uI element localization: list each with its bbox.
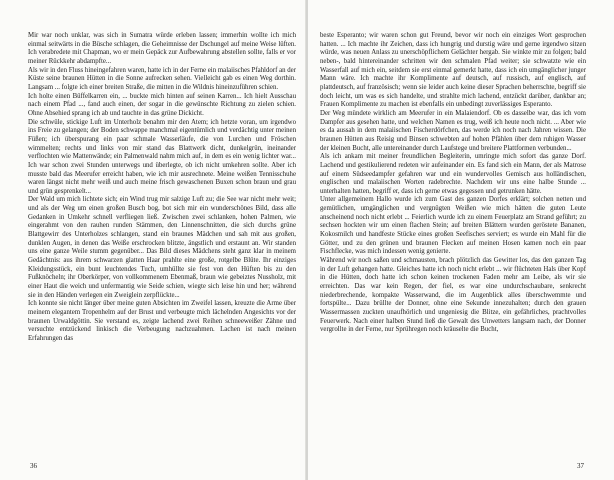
page-number: 36	[30, 462, 37, 470]
left-page	[0, 0, 306, 480]
paragraph: Mir war noch unklar, was sich in Sumatra würde erleben lassen; immerhin wollte ich mich einmal seitwärts in die Büsche schlagen, die Geheimnisse der Dschungel auf meine Weise lüften. Ich verabredete mit Chapman, wo er mein Gepäck zur Aufbewahrung abstellen sollte, falls er vor meiner Rückkehr abdampfte...	[28, 32, 296, 65]
paragraph: Der Wald um mich lichtete sich; ein Wind trug mir salzige Luft zu; die See war nicht mehr weit; und als der Weg um einen großen Busch bog, bot sich mir ein wunderschönes Bild, dass alle Gedanken in Umkehr schnell verfliegen ließ. Zwischen zwei schlanken, hohen Palmen, wie eingerahmt von den rauhen runden Stämmen, den Linnenschnitten, die sich durchs grüne Blattgewirr des Unterholzes schlangen, stand ein braunes Mädchen und sah mit aus großen, dunklen Augen, in denen das Weiße erschrocken blitzte, ängstlich und erstaunt an. Wir standen uns eine ganze Weile stumm gegenüber... Das Bild dieses Mädchens steht ganz klar in meinem Gedächtnis: aus ihrem schwarzen glatten Haar prahlte eine große, rotgelbe Blüte. Ihr einziges Kleidungsstück, ein bunt leuchtendes Tuch, umhüllte sie fest von den Hüften bis zu den Fußknöcheln; ihr Oberkörper, von vollkommenem Ebenmaß, braun wie gebeiztes Nussholz, mit einer Haut die weich und unfermantig wie Seide schien, wiegte sich leise hin und her; während sie in den Händen verlegen ein Zweiglein zerpflückte...	[28, 196, 296, 299]
page-number: 37	[577, 462, 584, 470]
paragraph: Während wir noch saßen und schmausten, brach plötzlich das Gewitter los, das den ganzen Tag in der Luft gehangen hatte. Gleiches hatte ich noch nicht erlebt ... wir flüchteten Hals über Kopf in die Hütten, doch hatte ich schon keinen trockenen Faden mehr am Leibe, als wir sie erreichten. Das war kein Regen, der fiel, es war eine undurchschaubare, senkrecht niederbrechende, kompakte Wasserwand, die im Augenblick alles überschwemmte und fortspülte... Dazu brüllte der Donner, ohne eine Sekunde innezuhalten; durch den grauen Wassermassen zuckten unaufhörlich und ungeniesig die Blitze, ein gefährliches, prachtvolles Feuerwerk. Nach einer halben Stund ließ die Gewalt des Unwetters langsam nach, der Donner vergrollte in der Ferne, nur Sprühregen noch kräuselte die Bucht,	[320, 257, 586, 334]
paragraph: Die schwüle, stickige Luft im Unterholz benahm mir den Atem; ich hetzte voran, um irgendwo ins Freie zu gelangen; der Boden schwappe manchmal eigentümlich und verdächtig unter meinen Füßen; ich überspurang ein paar schmale Wasserläufe, die von Lurchen und Fröschen wimmelten; rechts und links von mir stand das Blattwerk dicht, dunkelgrün, ineinander verflochten wie Mattenwände; ein Palmenwald nahm mich auf, in dem es ein wenig lichter war... Ich war schon zwei Stunden unterwegs und überlegte, ob ich nicht umkehren sollte. Aber ich musste bald das Meerufer erreicht haben, wie ich mir ausrechnete. Meine weißen Tennisschuhe waren längst nicht mehr weiß und auch meine frisch gewaschenen Buxen schon braun und grau und grün gesprenkelt...	[28, 118, 296, 195]
left-page-text	[28, 32, 296, 344]
paragraph: Als ich ankam mit meiner freundlichen Begleiterin, umringte mich sofort das ganze Dorf. Lachend und gestikulierend redeten wir aufeinander ein. Es fand sich ein Mann, der als Matrose auf einem Südseedampfer gefahren war und ein wundervolles Gemisch aus holländischen, englischen und malaiischen Worten radebrechte. Nachdem wir uns eine halbe Stunde ... unterhalten hatten, begriff er, dass ich gerne etwas gegessen und getrunken hätte.	[320, 153, 586, 195]
paragraph: Unter allgemeinem Hallo wurde ich zum Gast des ganzen Dorfes erklärt; solchen netten und gemütlichen, umgänglichen und vergnügten Weißen wie mich hätten die guten Leute anscheinend noch nicht erlebt ... Feierlich wurde ich zu einem Feuerplatz am Strand geführt; zu sechsen hockten wir um einen flachen Stein; auf breiten Blättern wurden geröstete Bananen, Kokosmilch und handfeste Stücke eines großen Seefisches serviert; es wurde ein Mahl für die Götter, und zu den grünen und braunen Flecken auf meinen Hosen kamen noch ein paar Fischflecke, was mich indessen wenig genierte.	[320, 196, 586, 256]
right-page-text	[320, 32, 586, 335]
paragraph: Der Weg mündete wirklich am Meerufer in ein Malaiendorf. Ob es dasselbe war, das ich vom Dampfer aus gesehen hatte, und welchen Namen es trug, weiß ich heute noch nicht. ... Aber wie es da aussah in dem malaiischen Fischerdörfchen, das werde ich noch nach Jahren wissen. Die braunen Hütten aus Reisig und Binsen schwebten auf hohen Pfählen über dem ruhigen Wasser der kleinen Bucht, alle untereinander durch Laufstege und breitere Plattformen verbunden...	[320, 109, 586, 152]
paragraph: beste Esperanto; wir waren schon gut Freund, bevor wir noch ein einziges Wort gesprochen hatten. ... Ich machte ihr Zeichen, dass ich hungrig und durstig wäre und gerne irgendwo sitzen würde, was neuen Anlass zu unerschöpflichem Gelächter hergab. Sie winkte mir zu folgen; bald neben-, bald hintereinander schritten wir den schmalen Pfad weiter; sie schwatzte wie ein Wasserfall auf mich ein, seitdem sie erst einmal gemerkt hatte, dass ich ein umgänglicher junger Mann wäre. Ich machte ihr Komplimente auf deutsch, auf russisch, auf englisch, auf plattdeutsch, auf französisch; wenn sie leider auch keine dieser Sprachen beherrschte, begriff sie doch leicht, um was es sich handelte, und strahlte mich lachend, entzückt darüber, dankbar an; Frauen Komplimente zu machen ist ebenfalls ein unbedingt zuverlässiges Esperanto.	[320, 32, 586, 109]
paragraph: Ich holte einen Büffelkarren ein, ... buckte mich hinten auf seinen Karren... Ich hielt Ausschau nach einem Pfad ..., fand auch einen, der sogar in die gewünschte Richtung zu zielen schien. Ohne Absehied sprang ich ab und tauchte in das grüne Dickicht.	[28, 92, 296, 117]
paragraph: Ich konnte sie nicht länger über meine guten Absichten im Zweifel lassen, kreuzte die Arme über meinem elegantem Tropenhelm auf der Brust und verbeugte mich lächelnden Angesichts vor der braunen Urwaldgöttin. Sie verstand es, zeigte lachend zwei Reihen schneeweißer Zähne und versuchte entzückend linkisch die Verbeugung nachzuahmen. Lachen ist nach meinen Erfahrungen das	[28, 300, 296, 342]
right-page	[308, 0, 614, 480]
paragraph: Als wir in den Fluss hineingefahren waren, hatte ich in der Ferne ein malaiisches Pfahldorf an der Küste seine braunen Hütten in die Sonne aufrecken sehen. Vielleicht gab es einen Weg dorthin. Langsam ... folgte ich einer breiten Straße, die mitten in die Wildnis hineinzuführen schien.	[28, 66, 296, 91]
